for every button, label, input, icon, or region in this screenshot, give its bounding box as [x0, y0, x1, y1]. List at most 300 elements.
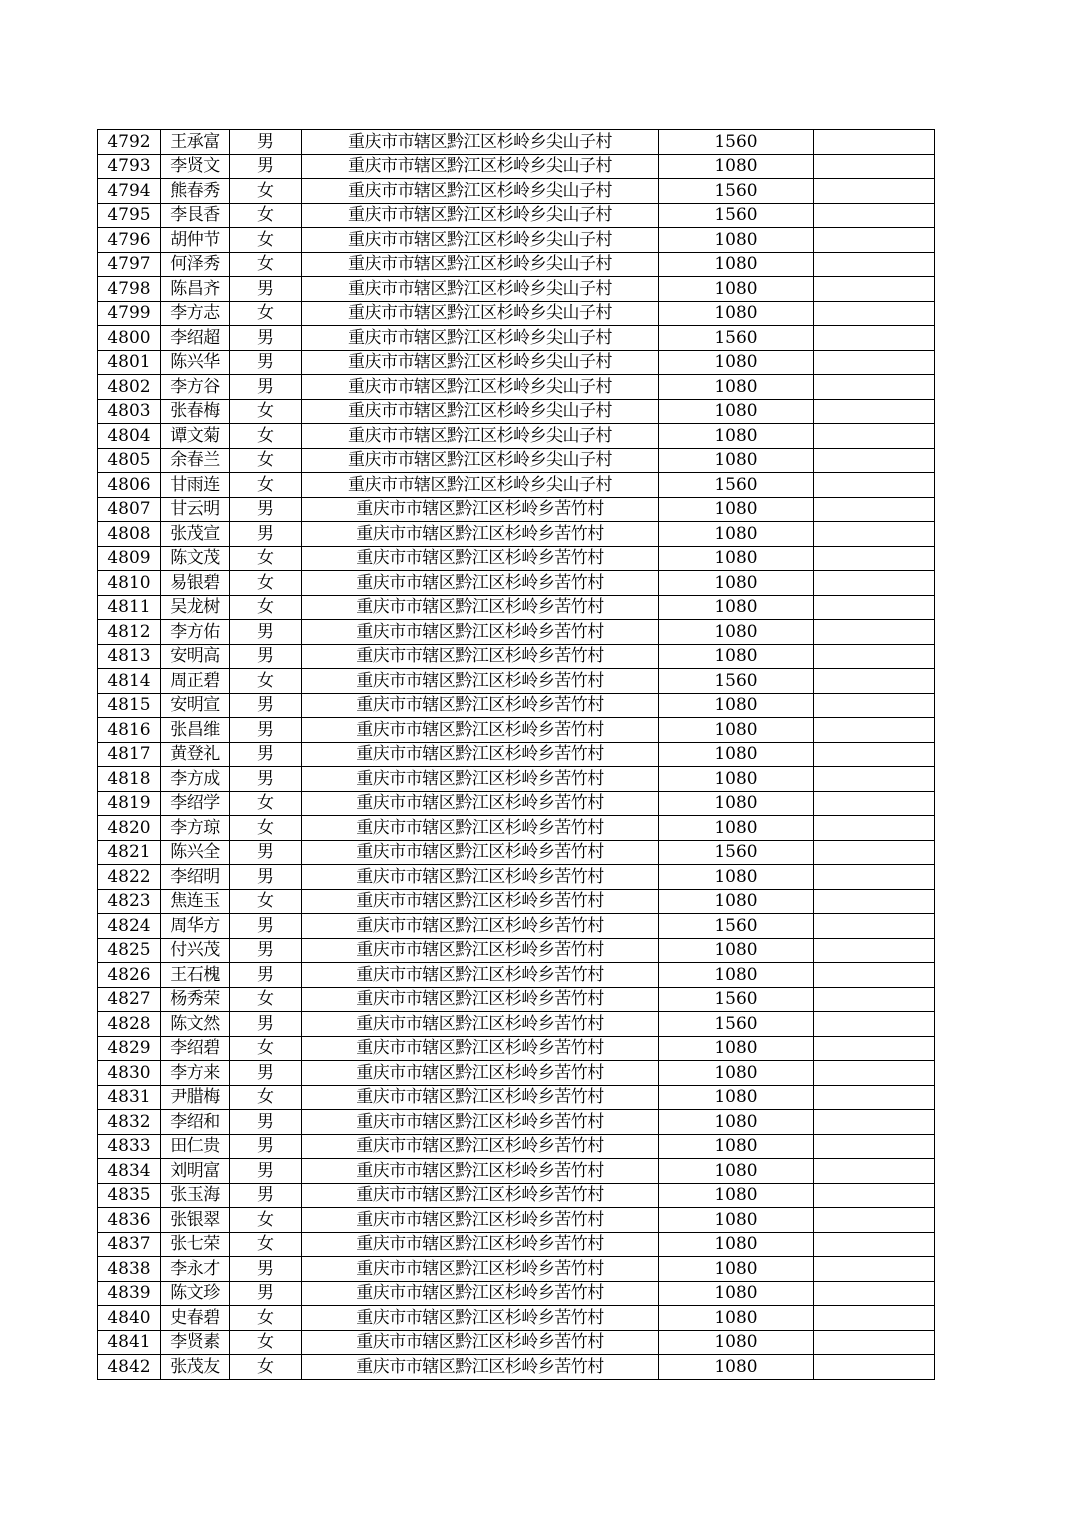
address-cell: 重庆市市辖区黔江区杉岭乡苦竹村: [302, 546, 659, 571]
note-cell: [814, 938, 935, 963]
sex-cell: 男: [230, 130, 302, 155]
sex-cell: 男: [230, 840, 302, 865]
table-row: [98, 791, 935, 816]
amount-cell: 1080: [659, 1134, 814, 1159]
amount-cell: 1080: [659, 252, 814, 277]
address-cell: 重庆市市辖区黔江区杉岭乡苦竹村: [302, 767, 659, 792]
record-id-cell: 4822: [98, 865, 161, 890]
name-cell: 李绍和: [161, 1110, 230, 1135]
sex-cell: 女: [230, 791, 302, 816]
sex-cell: 男: [230, 1061, 302, 1086]
name-cell: 谭文菊: [161, 424, 230, 449]
record-id-cell: 4841: [98, 1330, 161, 1355]
table-row: [98, 301, 935, 326]
sex-cell: 男: [230, 914, 302, 939]
note-cell: [814, 1355, 935, 1380]
sex-cell: 男: [230, 522, 302, 547]
table-row: [98, 473, 935, 498]
table-row: [98, 1183, 935, 1208]
table-row: [98, 1281, 935, 1306]
amount-cell: 1560: [659, 840, 814, 865]
sex-cell: 女: [230, 424, 302, 449]
table-row: [98, 448, 935, 473]
address-cell: 重庆市市辖区黔江区杉岭乡苦竹村: [302, 1281, 659, 1306]
note-cell: [814, 571, 935, 596]
amount-cell: 1080: [659, 889, 814, 914]
record-id-cell: 4833: [98, 1134, 161, 1159]
note-cell: [814, 840, 935, 865]
record-id-cell: 4800: [98, 326, 161, 351]
amount-cell: 1080: [659, 1330, 814, 1355]
sex-cell: 女: [230, 889, 302, 914]
table-row: [98, 987, 935, 1012]
amount-cell: 1560: [659, 326, 814, 351]
address-cell: 重庆市市辖区黔江区杉岭乡苦竹村: [302, 840, 659, 865]
record-id-cell: 4812: [98, 620, 161, 645]
address-cell: 重庆市市辖区黔江区杉岭乡苦竹村: [302, 963, 659, 988]
address-cell: 重庆市市辖区黔江区杉岭乡苦竹村: [302, 1085, 659, 1110]
record-id-cell: 4801: [98, 350, 161, 375]
name-cell: 李绍碧: [161, 1036, 230, 1061]
note-cell: [814, 987, 935, 1012]
table-row: [98, 399, 935, 424]
record-id-cell: 4821: [98, 840, 161, 865]
sex-cell: 女: [230, 1085, 302, 1110]
address-cell: 重庆市市辖区黔江区杉岭乡尖山子村: [302, 326, 659, 351]
record-id-cell: 4799: [98, 301, 161, 326]
name-cell: 陈文然: [161, 1012, 230, 1037]
amount-cell: 1080: [659, 1281, 814, 1306]
note-cell: [814, 1061, 935, 1086]
name-cell: 陈文茂: [161, 546, 230, 571]
name-cell: 李方来: [161, 1061, 230, 1086]
sex-cell: 男: [230, 1281, 302, 1306]
address-cell: 重庆市市辖区黔江区杉岭乡尖山子村: [302, 399, 659, 424]
table-row: [98, 203, 935, 228]
record-id-cell: 4795: [98, 203, 161, 228]
amount-cell: 1080: [659, 1036, 814, 1061]
name-cell: 陈兴华: [161, 350, 230, 375]
name-cell: 张茂宣: [161, 522, 230, 547]
name-cell: 黄登礼: [161, 742, 230, 767]
note-cell: [814, 669, 935, 694]
note-cell: [814, 424, 935, 449]
amount-cell: 1080: [659, 1355, 814, 1380]
note-cell: [814, 1085, 935, 1110]
note-cell: [814, 375, 935, 400]
sex-cell: 女: [230, 179, 302, 204]
address-cell: 重庆市市辖区黔江区杉岭乡尖山子村: [302, 179, 659, 204]
amount-cell: 1080: [659, 277, 814, 302]
name-cell: 李艮香: [161, 203, 230, 228]
address-cell: 重庆市市辖区黔江区杉岭乡尖山子村: [302, 473, 659, 498]
amount-cell: 1080: [659, 522, 814, 547]
record-id-cell: 4807: [98, 497, 161, 522]
amount-cell: 1560: [659, 1012, 814, 1037]
note-cell: [814, 1257, 935, 1282]
sex-cell: 女: [230, 669, 302, 694]
amount-cell: 1080: [659, 963, 814, 988]
amount-cell: 1080: [659, 1183, 814, 1208]
note-cell: [814, 228, 935, 253]
note-cell: [814, 1036, 935, 1061]
address-cell: 重庆市市辖区黔江区杉岭乡苦竹村: [302, 987, 659, 1012]
address-cell: 重庆市市辖区黔江区杉岭乡尖山子村: [302, 350, 659, 375]
sex-cell: 男: [230, 154, 302, 179]
table-row: [98, 1036, 935, 1061]
table-row: [98, 693, 935, 718]
amount-cell: 1080: [659, 938, 814, 963]
record-id-cell: 4823: [98, 889, 161, 914]
table-row: [98, 816, 935, 841]
sex-cell: 男: [230, 865, 302, 890]
address-cell: 重庆市市辖区黔江区杉岭乡苦竹村: [302, 914, 659, 939]
note-cell: [814, 767, 935, 792]
note-cell: [814, 399, 935, 424]
name-cell: 安明高: [161, 644, 230, 669]
sex-cell: 男: [230, 277, 302, 302]
address-cell: 重庆市市辖区黔江区杉岭乡苦竹村: [302, 889, 659, 914]
name-cell: 张春梅: [161, 399, 230, 424]
address-cell: 重庆市市辖区黔江区杉岭乡尖山子村: [302, 252, 659, 277]
table-row: [98, 1110, 935, 1135]
address-cell: 重庆市市辖区黔江区杉岭乡苦竹村: [302, 522, 659, 547]
record-id-cell: 4837: [98, 1232, 161, 1257]
sex-cell: 男: [230, 1183, 302, 1208]
note-cell: [814, 497, 935, 522]
table-row: [98, 1159, 935, 1184]
note-cell: [814, 791, 935, 816]
name-cell: 张七荣: [161, 1232, 230, 1257]
sex-cell: 男: [230, 767, 302, 792]
table-row: [98, 963, 935, 988]
record-id-cell: 4794: [98, 179, 161, 204]
name-cell: 陈昌齐: [161, 277, 230, 302]
amount-cell: 1080: [659, 718, 814, 743]
sex-cell: 女: [230, 252, 302, 277]
name-cell: 付兴茂: [161, 938, 230, 963]
sex-cell: 女: [230, 301, 302, 326]
table-row: [98, 424, 935, 449]
name-cell: 张昌维: [161, 718, 230, 743]
amount-cell: 1080: [659, 1110, 814, 1135]
address-cell: 重庆市市辖区黔江区杉岭乡苦竹村: [302, 1232, 659, 1257]
amount-cell: 1080: [659, 448, 814, 473]
table-row: [98, 1061, 935, 1086]
record-id-cell: 4824: [98, 914, 161, 939]
address-cell: 重庆市市辖区黔江区杉岭乡苦竹村: [302, 791, 659, 816]
amount-cell: 1080: [659, 595, 814, 620]
address-cell: 重庆市市辖区黔江区杉岭乡苦竹村: [302, 1110, 659, 1135]
note-cell: [814, 448, 935, 473]
name-cell: 史春碧: [161, 1306, 230, 1331]
name-cell: 李绍明: [161, 865, 230, 890]
amount-cell: 1560: [659, 987, 814, 1012]
address-cell: 重庆市市辖区黔江区杉岭乡尖山子村: [302, 277, 659, 302]
address-cell: 重庆市市辖区黔江区杉岭乡苦竹村: [302, 693, 659, 718]
note-cell: [814, 1134, 935, 1159]
amount-cell: 1080: [659, 767, 814, 792]
amount-cell: 1560: [659, 203, 814, 228]
name-cell: 甘雨连: [161, 473, 230, 498]
table-row: [98, 1355, 935, 1380]
address-cell: 重庆市市辖区黔江区杉岭乡尖山子村: [302, 228, 659, 253]
record-id-cell: 4815: [98, 693, 161, 718]
note-cell: [814, 203, 935, 228]
amount-cell: 1080: [659, 228, 814, 253]
sex-cell: 男: [230, 644, 302, 669]
note-cell: [814, 865, 935, 890]
table-row: [98, 1232, 935, 1257]
name-cell: 李永才: [161, 1257, 230, 1282]
address-cell: 重庆市市辖区黔江区杉岭乡苦竹村: [302, 1036, 659, 1061]
name-cell: 安明宣: [161, 693, 230, 718]
name-cell: 陈文珍: [161, 1281, 230, 1306]
address-cell: 重庆市市辖区黔江区杉岭乡尖山子村: [302, 154, 659, 179]
name-cell: 李绍超: [161, 326, 230, 351]
note-cell: [814, 1012, 935, 1037]
note-cell: [814, 350, 935, 375]
table-row: [98, 228, 935, 253]
sex-cell: 女: [230, 1208, 302, 1233]
sex-cell: 女: [230, 546, 302, 571]
address-cell: 重庆市市辖区黔江区杉岭乡尖山子村: [302, 375, 659, 400]
note-cell: [814, 326, 935, 351]
table-row: [98, 1134, 935, 1159]
sex-cell: 男: [230, 1257, 302, 1282]
amount-cell: 1080: [659, 620, 814, 645]
record-id-cell: 4792: [98, 130, 161, 155]
amount-cell: 1560: [659, 914, 814, 939]
sex-cell: 女: [230, 1355, 302, 1380]
amount-cell: 1080: [659, 1257, 814, 1282]
name-cell: 余春兰: [161, 448, 230, 473]
name-cell: 李方佑: [161, 620, 230, 645]
sex-cell: 女: [230, 816, 302, 841]
address-cell: 重庆市市辖区黔江区杉岭乡尖山子村: [302, 448, 659, 473]
name-cell: 李方琼: [161, 816, 230, 841]
table-row: [98, 938, 935, 963]
table-row: [98, 546, 935, 571]
note-cell: [814, 546, 935, 571]
address-cell: 重庆市市辖区黔江区杉岭乡苦竹村: [302, 1012, 659, 1037]
address-cell: 重庆市市辖区黔江区杉岭乡苦竹村: [302, 1306, 659, 1331]
name-cell: 李贤素: [161, 1330, 230, 1355]
record-id-cell: 4819: [98, 791, 161, 816]
record-id-cell: 4838: [98, 1257, 161, 1282]
record-id-cell: 4831: [98, 1085, 161, 1110]
sex-cell: 男: [230, 620, 302, 645]
note-cell: [814, 1330, 935, 1355]
record-id-cell: 4809: [98, 546, 161, 571]
record-id-cell: 4797: [98, 252, 161, 277]
sex-cell: 女: [230, 473, 302, 498]
table-row: [98, 1306, 935, 1331]
name-cell: 李贤文: [161, 154, 230, 179]
record-id-cell: 4825: [98, 938, 161, 963]
name-cell: 周正碧: [161, 669, 230, 694]
note-cell: [814, 522, 935, 547]
amount-cell: 1080: [659, 375, 814, 400]
address-cell: 重庆市市辖区黔江区杉岭乡苦竹村: [302, 718, 659, 743]
record-id-cell: 4798: [98, 277, 161, 302]
table-row: [98, 1257, 935, 1282]
record-id-cell: 4827: [98, 987, 161, 1012]
note-cell: [814, 1159, 935, 1184]
sex-cell: 男: [230, 326, 302, 351]
note-cell: [814, 742, 935, 767]
amount-cell: 1080: [659, 1306, 814, 1331]
address-cell: 重庆市市辖区黔江区杉岭乡尖山子村: [302, 203, 659, 228]
amount-cell: 1080: [659, 1208, 814, 1233]
amount-cell: 1560: [659, 473, 814, 498]
name-cell: 王承富: [161, 130, 230, 155]
amount-cell: 1080: [659, 644, 814, 669]
amount-cell: 1080: [659, 816, 814, 841]
record-id-cell: 4828: [98, 1012, 161, 1037]
note-cell: [814, 914, 935, 939]
note-cell: [814, 644, 935, 669]
table-row: [98, 326, 935, 351]
address-cell: 重庆市市辖区黔江区杉岭乡苦竹村: [302, 1183, 659, 1208]
address-cell: 重庆市市辖区黔江区杉岭乡苦竹村: [302, 595, 659, 620]
name-cell: 刘明富: [161, 1159, 230, 1184]
name-cell: 尹腊梅: [161, 1085, 230, 1110]
sex-cell: 女: [230, 399, 302, 424]
name-cell: 焦连玉: [161, 889, 230, 914]
sex-cell: 女: [230, 1232, 302, 1257]
address-cell: 重庆市市辖区黔江区杉岭乡苦竹村: [302, 1134, 659, 1159]
sex-cell: 女: [230, 571, 302, 596]
table-row: [98, 865, 935, 890]
name-cell: 张银翠: [161, 1208, 230, 1233]
record-id-cell: 4816: [98, 718, 161, 743]
note-cell: [814, 1183, 935, 1208]
note-cell: [814, 301, 935, 326]
record-id-cell: 4835: [98, 1183, 161, 1208]
amount-cell: 1080: [659, 546, 814, 571]
note-cell: [814, 963, 935, 988]
table-row: [98, 620, 935, 645]
record-id-cell: 4826: [98, 963, 161, 988]
sex-cell: 女: [230, 448, 302, 473]
record-id-cell: 4803: [98, 399, 161, 424]
record-id-cell: 4842: [98, 1355, 161, 1380]
name-cell: 熊春秀: [161, 179, 230, 204]
name-cell: 何泽秀: [161, 252, 230, 277]
name-cell: 张茂友: [161, 1355, 230, 1380]
note-cell: [814, 889, 935, 914]
address-cell: 重庆市市辖区黔江区杉岭乡苦竹村: [302, 1208, 659, 1233]
sex-cell: 女: [230, 228, 302, 253]
note-cell: [814, 154, 935, 179]
table-row: [98, 154, 935, 179]
sex-cell: 男: [230, 938, 302, 963]
table-row: [98, 889, 935, 914]
address-cell: 重庆市市辖区黔江区杉岭乡苦竹村: [302, 1355, 659, 1380]
name-cell: 李绍学: [161, 791, 230, 816]
note-cell: [814, 816, 935, 841]
table-row: [98, 914, 935, 939]
record-id-cell: 4839: [98, 1281, 161, 1306]
amount-cell: 1080: [659, 742, 814, 767]
record-id-cell: 4834: [98, 1159, 161, 1184]
amount-cell: 1080: [659, 399, 814, 424]
record-id-cell: 4811: [98, 595, 161, 620]
address-cell: 重庆市市辖区黔江区杉岭乡苦竹村: [302, 1330, 659, 1355]
table-row: [98, 767, 935, 792]
note-cell: [814, 130, 935, 155]
address-cell: 重庆市市辖区黔江区杉岭乡苦竹村: [302, 1159, 659, 1184]
note-cell: [814, 693, 935, 718]
amount-cell: 1080: [659, 154, 814, 179]
name-cell: 李方谷: [161, 375, 230, 400]
note-cell: [814, 1232, 935, 1257]
table-row: [98, 522, 935, 547]
roster-table-body: [98, 130, 935, 1380]
note-cell: [814, 473, 935, 498]
address-cell: 重庆市市辖区黔江区杉岭乡苦竹村: [302, 938, 659, 963]
note-cell: [814, 1281, 935, 1306]
address-cell: 重庆市市辖区黔江区杉岭乡苦竹村: [302, 1061, 659, 1086]
amount-cell: 1080: [659, 424, 814, 449]
table-row: [98, 571, 935, 596]
note-cell: [814, 1110, 935, 1135]
record-id-cell: 4832: [98, 1110, 161, 1135]
amount-cell: 1080: [659, 1159, 814, 1184]
record-id-cell: 4813: [98, 644, 161, 669]
amount-cell: 1080: [659, 1085, 814, 1110]
table-row: [98, 718, 935, 743]
note-cell: [814, 1208, 935, 1233]
address-cell: 重庆市市辖区黔江区杉岭乡苦竹村: [302, 865, 659, 890]
address-cell: 重庆市市辖区黔江区杉岭乡苦竹村: [302, 620, 659, 645]
name-cell: 王石槐: [161, 963, 230, 988]
name-cell: 周华方: [161, 914, 230, 939]
sex-cell: 女: [230, 1306, 302, 1331]
sex-cell: 男: [230, 1012, 302, 1037]
amount-cell: 1080: [659, 350, 814, 375]
amount-cell: 1080: [659, 693, 814, 718]
name-cell: 甘云明: [161, 497, 230, 522]
name-cell: 李方成: [161, 767, 230, 792]
name-cell: 胡仲节: [161, 228, 230, 253]
table-row: [98, 1085, 935, 1110]
table-row: [98, 1330, 935, 1355]
address-cell: 重庆市市辖区黔江区杉岭乡苦竹村: [302, 1257, 659, 1282]
address-cell: 重庆市市辖区黔江区杉岭乡苦竹村: [302, 742, 659, 767]
record-id-cell: 4830: [98, 1061, 161, 1086]
record-id-cell: 4820: [98, 816, 161, 841]
record-id-cell: 4818: [98, 767, 161, 792]
sex-cell: 男: [230, 963, 302, 988]
table-row: [98, 277, 935, 302]
table-row: [98, 252, 935, 277]
name-cell: 杨秀荣: [161, 987, 230, 1012]
table-row: [98, 644, 935, 669]
address-cell: 重庆市市辖区黔江区杉岭乡苦竹村: [302, 816, 659, 841]
table-row: [98, 742, 935, 767]
sex-cell: 男: [230, 718, 302, 743]
sex-cell: 女: [230, 1036, 302, 1061]
record-id-cell: 4840: [98, 1306, 161, 1331]
sex-cell: 女: [230, 203, 302, 228]
note-cell: [814, 595, 935, 620]
record-id-cell: 4817: [98, 742, 161, 767]
name-cell: 田仁贵: [161, 1134, 230, 1159]
amount-cell: 1080: [659, 301, 814, 326]
amount-cell: 1560: [659, 130, 814, 155]
